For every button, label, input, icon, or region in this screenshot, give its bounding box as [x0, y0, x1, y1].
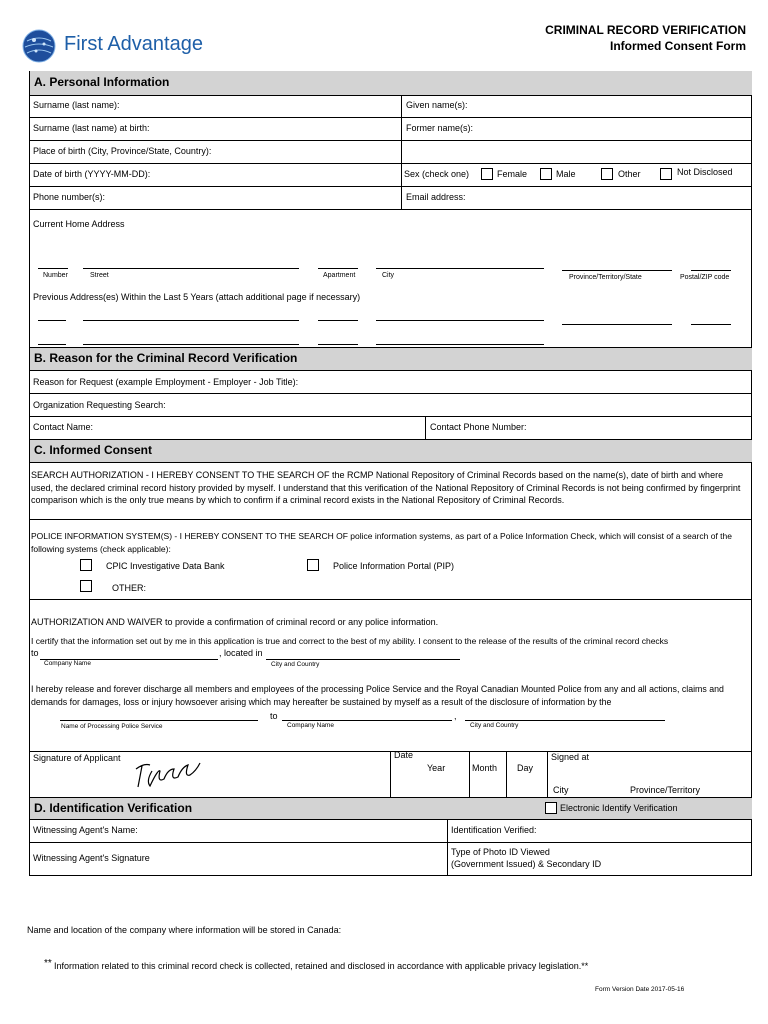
processing-police-caption: Name of Processing Police Service	[61, 723, 163, 730]
other-checkbox[interactable]	[80, 580, 92, 592]
addr-apartment-label: Apartment	[323, 272, 356, 279]
pip-label: Police Information Portal (PIP)	[333, 561, 455, 571]
addr-city-label: City	[382, 272, 395, 279]
city-country-caption: City and Country	[271, 661, 320, 668]
city-country-line-2[interactable]	[465, 720, 665, 721]
photo-id-label-2: (Government Issued) & Secondary ID	[451, 859, 602, 869]
doc-subtitle: Informed Consent Form	[609, 39, 746, 53]
section-c-header: C. Informed Consent	[30, 439, 752, 462]
surname-label: Surname (last name):	[33, 100, 120, 110]
section-d-header: D. Identification Verification	[30, 797, 752, 819]
province-label: Province/Territory	[630, 785, 701, 795]
organization-label: Organization Requesting Search:	[33, 400, 166, 410]
day-label: Day	[517, 763, 534, 773]
certify-text: I certify that the information set out by me in this application is true and correct to the best of my ability. I consent to the release of the results of the criminal record checks	[31, 636, 669, 646]
month-label: Month	[472, 763, 498, 773]
signature-applicant-label: Signature of Applicant	[33, 753, 121, 763]
privacy-stars: **	[44, 958, 52, 969]
to2-label: to	[270, 711, 278, 721]
witness-name-label: Witnessing Agent's Name:	[33, 825, 138, 835]
pip-checkbox[interactable]	[307, 559, 319, 571]
given-name-label: Given name(s):	[406, 100, 468, 110]
previous-address-label: Previous Address(es) Within the Last 5 Years (attach additional page if necessary)	[33, 292, 361, 302]
form-version: Form Version Date 2017-05-16	[595, 986, 685, 993]
addr-province-label: Province/Territory/State	[569, 274, 642, 281]
date-of-birth-label: Date of birth (YYYY-MM-DD):	[33, 169, 151, 179]
phone-label: Phone number(s):	[33, 192, 106, 202]
contact-name-label: Contact Name:	[33, 422, 94, 432]
reason-label: Reason for Request (example Employment - Employer - Job Title):	[33, 377, 299, 387]
sex-not-disclosed-checkbox[interactable]	[660, 168, 672, 180]
doc-title: CRIMINAL RECORD VERIFICATION	[545, 23, 746, 37]
current-apartment-line[interactable]	[318, 268, 358, 269]
comma-label: ,	[454, 711, 457, 721]
release-text: I hereby release and forever discharge all members and employees of the processing Police Service and the Royal Canadian Mounted Police from any and all actions, claims and demands for damages, loss or injury howsoever arising which may hereafter be sustained by myself as a result of the disclosure of information by the	[31, 684, 724, 707]
prev-street-line-1[interactable]	[83, 320, 299, 321]
email-label: Email address:	[406, 192, 466, 202]
sex-not-disclosed-label: Not Disclosed	[677, 167, 733, 177]
located-in-label: , located in	[219, 648, 263, 658]
company-name-caption: Company Name	[44, 660, 91, 667]
former-name-label: Former name(s):	[406, 123, 474, 133]
photo-id-label-1: Type of Photo ID Viewed	[451, 847, 550, 857]
witness-signature-label: Witnessing Agent's Signature	[33, 853, 150, 863]
electronic-id-label: Electronic Identify Verification	[560, 803, 678, 813]
current-postal-line[interactable]	[691, 270, 731, 271]
storage-location-text: Name and location of the company where information will be stored in Canada:	[27, 925, 342, 935]
prev-city-line-1[interactable]	[376, 320, 544, 321]
applicant-signature[interactable]	[130, 755, 206, 796]
prev-province-line-1[interactable]	[562, 324, 672, 325]
current-number-line[interactable]	[38, 268, 68, 269]
sex-label: Sex (check one)	[404, 169, 470, 179]
section-a-header: A. Personal Information	[30, 71, 752, 95]
prev-postal-line-1[interactable]	[691, 324, 731, 325]
city-country-line[interactable]	[266, 659, 460, 660]
contact-phone-label: Contact Phone Number:	[430, 422, 527, 432]
place-of-birth-label: Place of birth (City, Province/State, Country):	[33, 146, 212, 156]
sex-female-checkbox[interactable]	[481, 168, 493, 180]
company-name-line-2[interactable]	[282, 720, 452, 721]
cpic-label: CPIC Investigative Data Bank	[106, 561, 225, 571]
sex-other-checkbox[interactable]	[601, 168, 613, 180]
city-country-caption-2: City and Country	[470, 722, 519, 729]
prev-apartment-line-1[interactable]	[318, 320, 358, 321]
police-systems-text: POLICE INFORMATION SYSTEM(S) - I HEREBY CONSENT TO THE SEARCH OF police information systems, as part of a Police Information Check, which will consist of a search of the following systems (check applicable):	[31, 531, 732, 554]
sex-male-checkbox[interactable]	[540, 168, 552, 180]
current-street-line[interactable]	[83, 268, 299, 269]
surname-birth-label: Surname (last name) at birth:	[33, 123, 150, 133]
prev-street-line-2[interactable]	[83, 344, 299, 345]
sex-male-label: Male	[556, 169, 576, 179]
privacy-text: Information related to this criminal record check is collected, retained and disclosed in accordance with applicable privacy legislation.**	[54, 961, 589, 971]
prev-number-line-1[interactable]	[38, 320, 66, 321]
addr-number-label: Number	[43, 272, 68, 279]
logo	[22, 29, 56, 68]
brand-name: First Advantage	[64, 33, 203, 55]
sex-female-label: Female	[497, 169, 528, 179]
cpic-checkbox[interactable]	[80, 559, 92, 571]
to-label: to	[31, 648, 39, 658]
authorization-waiver-text: AUTHORIZATION AND WAIVER to provide a confirmation of criminal record or any police information.	[31, 617, 439, 627]
signature-image	[130, 755, 206, 791]
year-label: Year	[427, 763, 446, 773]
other-label: OTHER:	[112, 583, 147, 593]
signed-at-label: Signed at	[551, 752, 590, 762]
current-province-line[interactable]	[562, 270, 672, 271]
sex-other-label: Other	[618, 169, 641, 179]
current-city-line[interactable]	[376, 268, 544, 269]
prev-city-line-2[interactable]	[376, 344, 544, 345]
city-label: City	[553, 785, 569, 795]
electronic-id-checkbox[interactable]	[545, 802, 557, 814]
addr-street-label: Street	[90, 272, 109, 279]
prev-apartment-line-2[interactable]	[318, 344, 358, 345]
current-address-label: Current Home Address	[33, 219, 125, 229]
id-verified-label: Identification Verified:	[451, 825, 537, 835]
date-label: Date	[394, 750, 414, 760]
search-authorization-text: SEARCH AUTHORIZATION - I HEREBY CONSENT TO THE SEARCH OF the RCMP National Repository of Criminal Records based on the name(s), date of birth and where used, the declared criminal record history provided by myself. I understand that this verification of the National Repository of Criminal Records is not being confirmed by fingerprint comparison which is the only true means by which to confirm if a criminal record exists in the National Repository of Criminal Records.	[31, 470, 741, 505]
globe-icon	[22, 29, 56, 63]
addr-postal-label: Postal/ZIP code	[680, 274, 730, 281]
processing-police-line[interactable]	[60, 720, 258, 721]
prev-number-line-2[interactable]	[38, 344, 66, 345]
company-name-caption-2: Company Name	[287, 722, 334, 729]
section-b-header: B. Reason for the Criminal Record Verification	[30, 347, 752, 370]
